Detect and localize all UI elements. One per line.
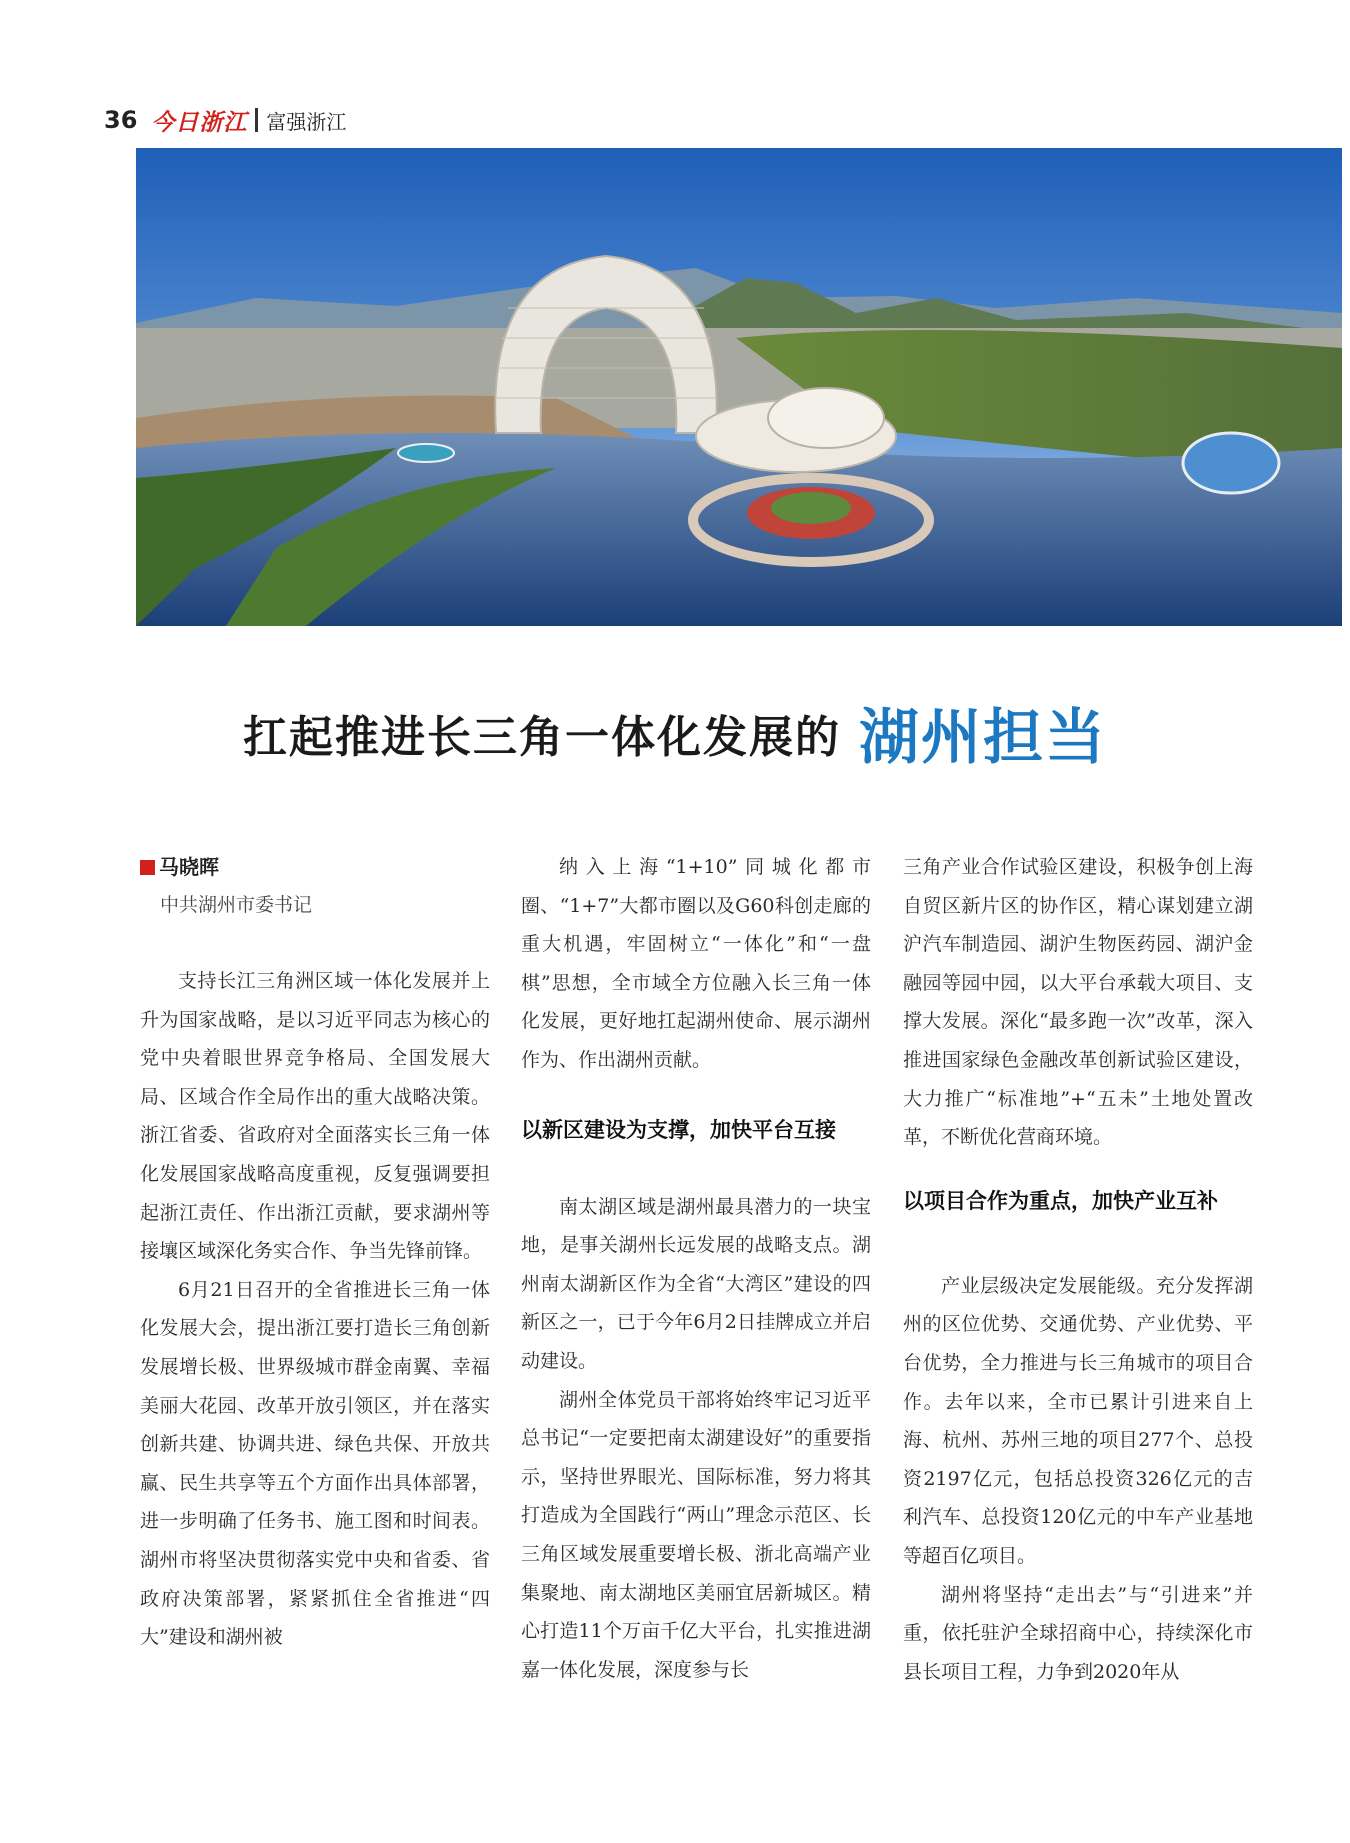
masthead-logo: 今日浙江 — [151, 108, 248, 136]
article-column-3 — [903, 848, 1253, 1691]
author-marker-icon — [140, 860, 155, 875]
header-divider — [255, 108, 258, 132]
paragraph: 南太湖区域是湖州最具潜力的一块宝地，是事关湖州长远发展的战略支点。湖州南太湖新区作为全省“大湾区”建设的四新区之一，已于今年6月2日挂牌成立并启动建设。 — [521, 1195, 871, 1372]
page-header — [104, 100, 346, 140]
paragraph: 产业层级决定发展能级。充分发挥湖州的区位优势、交通优势、产业优势、平台优势，全力推进与长三角城市的项目合作。去年以来，全市已累计引进来自上海、杭州、苏州三地的项目277个、总投资2197亿元，包括总投资326亿元的吉利汽车、总投资120亿元的中车产业基地等超百亿项目。 — [903, 1274, 1253, 1567]
article-column-2 — [521, 848, 871, 1689]
section-heading: 以新区建设为支撑，加快平台互接 — [521, 1117, 836, 1142]
article-title — [0, 690, 1350, 776]
paragraph: 支持长江三角洲区域一体化发展并上升为国家战略，是以习近平同志为核心的党中央着眼世界竞争格局、全国发展大局、区域合作全局作出的重大战略决策。浙江省委、省政府对全面落实长三角一体化发展国家战略高度重视，反复强调要担起浙江责任、作出浙江贡献，要求湖州等接壤区域深化务实合作、争当先锋前锋。 — [140, 970, 490, 1263]
paragraph: 三角产业合作试验区建设，积极争创上海自贸区新片区的协作区，精心谋划建立湖沪汽车制造园、湖沪生物医药园、湖沪金融园等园中园，以大平台承载大项目、支撑大发展。深化“最多跑一次”改革，深入推进国家绿色金融改革创新试验区建设，大力推广“标准地”+“五未”土地处置改革，不断优化营商环境。 — [903, 856, 1253, 1149]
author-name: 马晓晖 — [159, 855, 219, 879]
paragraph: 湖州全体党员干部将始终牢记习近平总书记“一定要把南太湖建设好”的重要指示，坚持世界眼光、国际标准，努力将其打造成为全国践行“两山”理念示范区、长三角区域发展重要增长极、浙北高端产业集聚地、南太湖地区美丽宜居新城区。精心打造11个万亩千亿大平台，扎实推进湖嘉一体化发展，深度参与长 — [521, 1388, 871, 1681]
author-title: 中共湖州市委书记 — [160, 894, 313, 916]
paragraph: 湖州将坚持“走出去”与“引进来”并重，依托驻沪全球招商中心，持续深化市县长项目工程，力争到2020年从 — [903, 1583, 1253, 1683]
title-main: 扛起推进长三角一体化发展的 — [243, 712, 841, 763]
section-name: 富强浙江 — [266, 109, 347, 134]
author-line — [140, 848, 490, 886]
paragraph: 6月21日召开的全省推进长三角一体化发展大会，提出浙江要打造长三角创新发展增长极、世界级城市群金南翼、幸福美丽大花园、改革开放引领区，并在落实创新共建、协调共进、绿色共保、开放共赢、民生共享等五个方面作出具体部署，进一步明确了任务书、施工图和时间表。湖州市将坚决贯彻落实党中央和省委、省政府决策部署，紧紧抓住全省推进“四大”建设和湖州被 — [140, 1278, 490, 1649]
article-column-1 — [140, 848, 490, 1657]
page-number: 36 — [104, 106, 138, 134]
title-highlight: 湖州担当 — [859, 703, 1107, 773]
hero-photo — [136, 148, 1342, 626]
section-heading: 以项目合作为重点，加快产业互补 — [903, 1188, 1218, 1213]
paragraph: 纳入上海“1+10”同城化都市圈、“1+7”大都市圈以及G60科创走廊的重大机遇，牢固树立“一体化”和“一盘棋”思想，全市域全方位融入长三角一体化发展，更好地扛起湖州使命、展示湖州作为、作出湖州贡献。 — [521, 856, 871, 1071]
